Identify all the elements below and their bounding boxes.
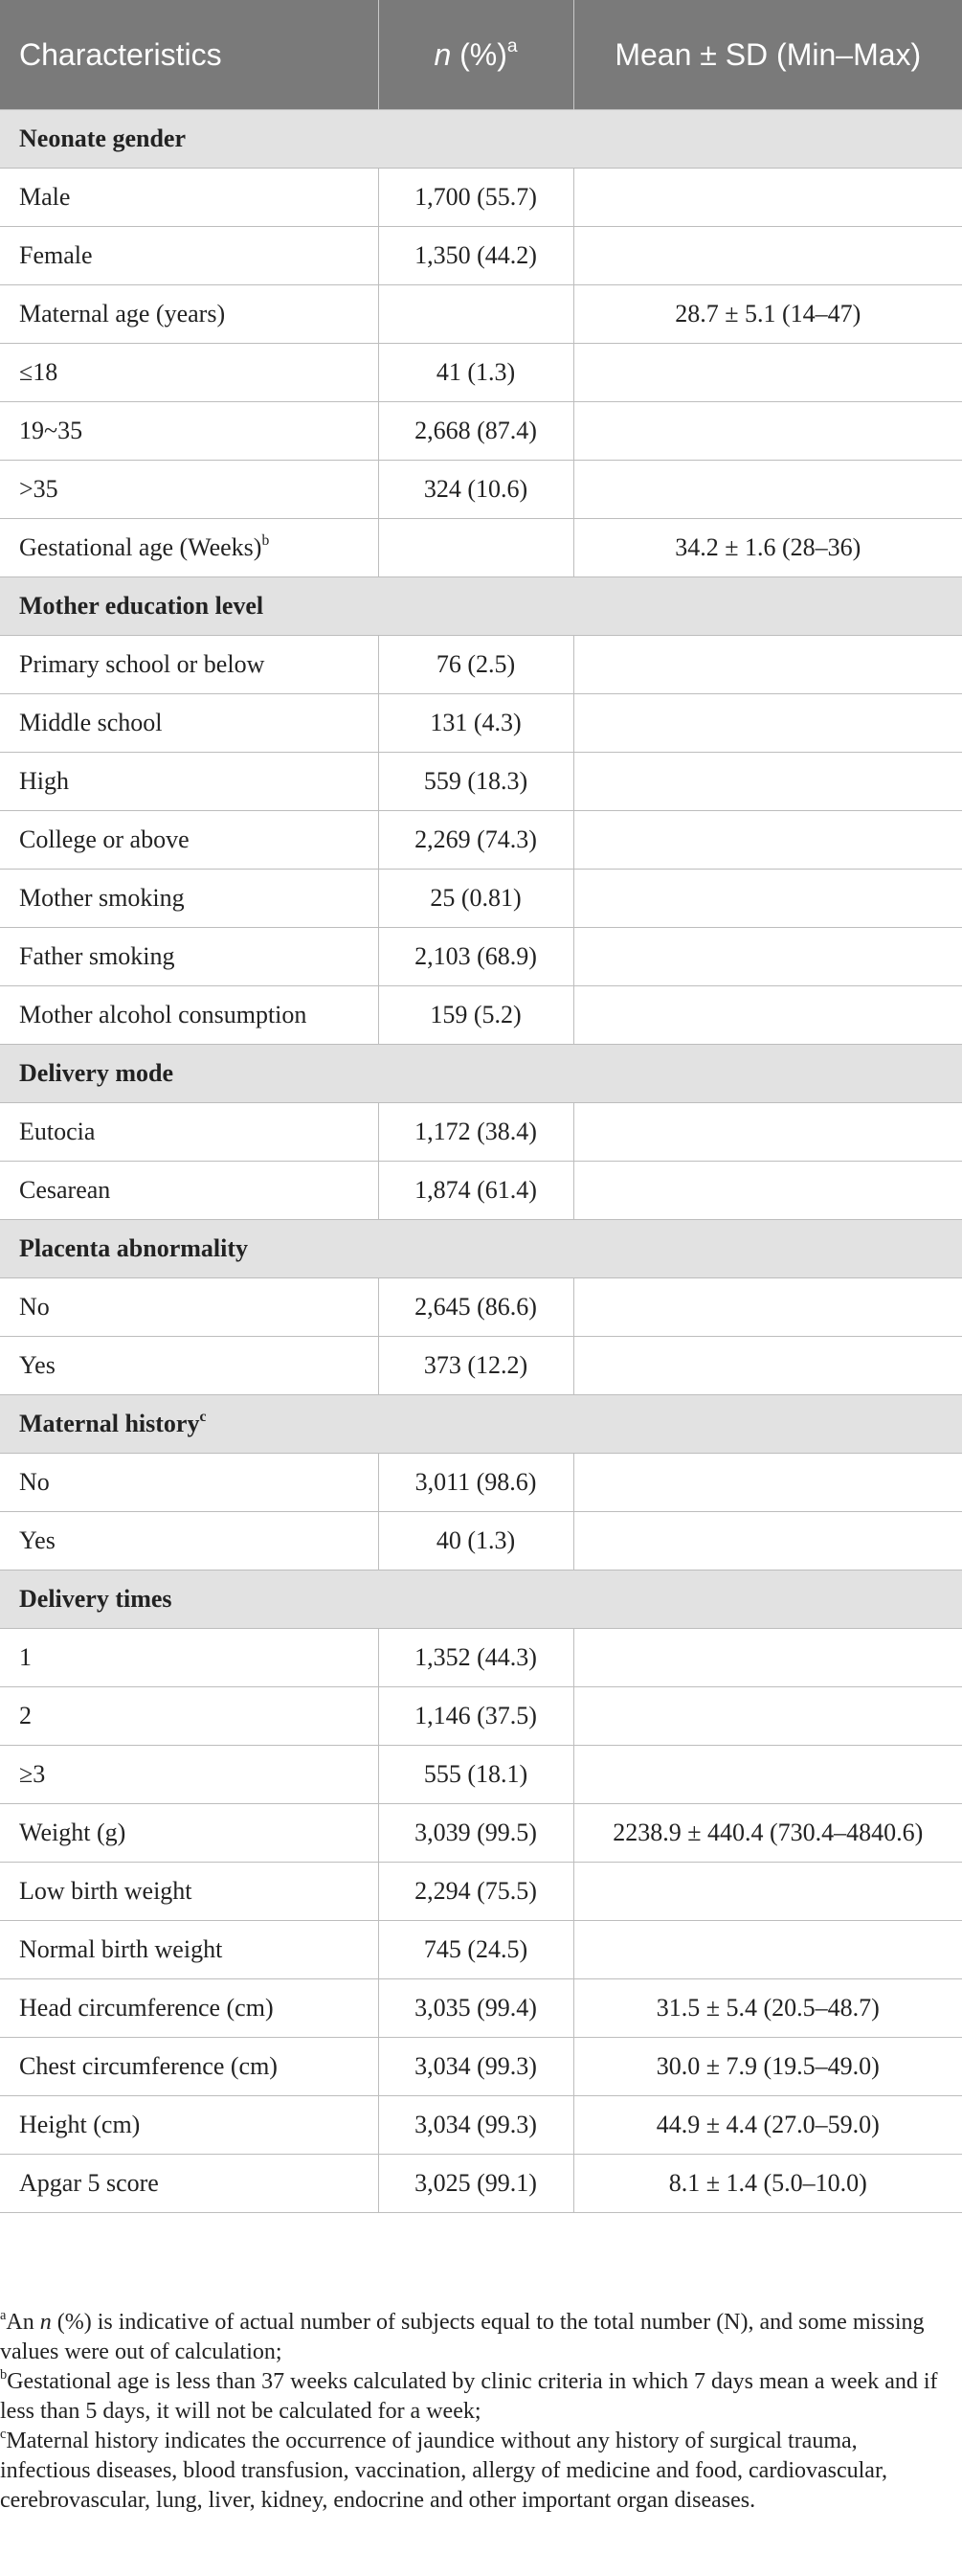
n-percent-cell: 3,039 (99.5): [378, 1804, 573, 1863]
table-row: [0, 694, 962, 753]
section-label: [0, 1220, 962, 1278]
characteristic-cell: [0, 1512, 378, 1570]
section-label-text: Delivery times: [19, 1585, 172, 1613]
characteristic-cell: [0, 519, 378, 577]
n-percent-cell: 1,350 (44.2): [378, 227, 573, 285]
table-row: [0, 1746, 962, 1804]
section-row: [0, 1570, 962, 1629]
n-percent-cell: 1,172 (38.4): [378, 1103, 573, 1162]
characteristic-cell: [0, 1629, 378, 1687]
table-row: [0, 519, 962, 577]
characteristic-text: Head circumference (cm): [19, 1994, 274, 2022]
characteristic-cell: [0, 2038, 378, 2096]
table-row: [0, 986, 962, 1045]
n-percent-cell: 131 (4.3): [378, 694, 573, 753]
characteristic-text: Yes: [19, 1351, 56, 1379]
characteristic-cell: [0, 1278, 378, 1337]
characteristic-text: Mother smoking: [19, 884, 185, 912]
table-row: [0, 1454, 962, 1512]
mean-sd-cell: [573, 1746, 962, 1804]
mean-sd-cell: [573, 1162, 962, 1220]
mean-sd-cell: [573, 461, 962, 519]
characteristic-text: Gestational age (Weeks): [19, 533, 262, 561]
characteristic-text: 2: [19, 1702, 32, 1729]
characteristic-cell: [0, 402, 378, 461]
section-label: [0, 1570, 962, 1629]
footnotes: [0, 2308, 943, 2516]
n-percent-cell: 3,034 (99.3): [378, 2096, 573, 2155]
characteristic-cell: [0, 2096, 378, 2155]
header-n-percent: [378, 0, 573, 110]
section-row: [0, 1045, 962, 1103]
footnote-a-post: (%) is indicative of actual number of subjects equal to the total number (N), and some missing values were out of calculation;: [0, 2310, 925, 2364]
characteristic-text: High: [19, 767, 69, 795]
characteristic-text: 19~35: [19, 417, 83, 444]
mean-sd-cell: [573, 1921, 962, 1979]
mean-sd-cell: [573, 1278, 962, 1337]
footnote-c: [0, 2427, 943, 2516]
table-row: [0, 285, 962, 344]
table-row: [0, 1979, 962, 2038]
characteristic-text: Eutocia: [19, 1118, 96, 1145]
section-label: [0, 577, 962, 636]
mean-sd-cell: 28.7 ± 5.1 (14–47): [573, 285, 962, 344]
table-row: [0, 928, 962, 986]
mean-sd-cell: [573, 402, 962, 461]
characteristic-cell: [0, 1804, 378, 1863]
n-percent-cell: 3,011 (98.6): [378, 1454, 573, 1512]
mean-sd-cell: [573, 227, 962, 285]
characteristic-text: >35: [19, 475, 58, 503]
section-label-text: Placenta abnormality: [19, 1234, 249, 1262]
table-row: [0, 1337, 962, 1395]
table-row: [0, 169, 962, 227]
characteristic-cell: [0, 1921, 378, 1979]
table-row: [0, 1804, 962, 1863]
section-row: [0, 110, 962, 169]
table-row: [0, 870, 962, 928]
characteristic-text: Cesarean: [19, 1176, 111, 1204]
mean-sd-cell: [573, 169, 962, 227]
n-percent-cell: 3,035 (99.4): [378, 1979, 573, 2038]
characteristic-cell: [0, 1337, 378, 1395]
n-percent-cell: 3,025 (99.1): [378, 2155, 573, 2213]
mean-sd-cell: [573, 1687, 962, 1746]
table-row: [0, 1921, 962, 1979]
characteristic-text: 1: [19, 1643, 32, 1671]
n-percent-cell: 555 (18.1): [378, 1746, 573, 1804]
section-label: [0, 110, 962, 169]
section-row: [0, 1395, 962, 1454]
n-percent-cell: 76 (2.5): [378, 636, 573, 694]
mean-sd-cell: 34.2 ± 1.6 (28–36): [573, 519, 962, 577]
characteristic-cell: [0, 986, 378, 1045]
characteristic-cell: [0, 2155, 378, 2213]
table-row: [0, 1687, 962, 1746]
mean-sd-cell: 31.5 ± 5.4 (20.5–48.7): [573, 1979, 962, 2038]
mean-sd-cell: [573, 811, 962, 870]
characteristic-cell: [0, 636, 378, 694]
characteristic-text: ≤18: [19, 358, 58, 386]
characteristic-cell: [0, 694, 378, 753]
footnote-a: [0, 2308, 943, 2367]
n-percent-cell: 1,352 (44.3): [378, 1629, 573, 1687]
mean-sd-cell: [573, 344, 962, 402]
n-percent-cell: [378, 519, 573, 577]
footnote-b-marker: b: [0, 2366, 8, 2383]
table-row: [0, 227, 962, 285]
mean-sd-cell: [573, 928, 962, 986]
characteristic-text: Male: [19, 183, 71, 211]
n-percent-cell: 324 (10.6): [378, 461, 573, 519]
table-row: [0, 2155, 962, 2213]
section-label-text: Neonate gender: [19, 124, 187, 152]
table-row: [0, 1629, 962, 1687]
mean-sd-cell: [573, 1337, 962, 1395]
characteristic-text: Normal birth weight: [19, 1935, 223, 1963]
n-percent-cell: 1,146 (37.5): [378, 1687, 573, 1746]
n-percent-cell: 25 (0.81): [378, 870, 573, 928]
mean-sd-cell: [573, 986, 962, 1045]
mean-sd-cell: [573, 694, 962, 753]
n-percent-cell: 373 (12.2): [378, 1337, 573, 1395]
table-row: [0, 1103, 962, 1162]
characteristic-footnote-marker: b: [261, 531, 270, 549]
mean-sd-cell: [573, 1512, 962, 1570]
n-percent-cell: 2,668 (87.4): [378, 402, 573, 461]
characteristic-cell: [0, 1979, 378, 2038]
n-percent-cell: [378, 285, 573, 344]
mean-sd-cell: [573, 753, 962, 811]
characteristic-cell: [0, 1103, 378, 1162]
footnote-c-text: Maternal history indicates the occurrence of jaundice without any history of surgical trauma, infectious diseases, blood transfusion, vaccination, allergy of medicine and food, cardiovascular, cerebrovascular, lung, liver, kidney, endocrine and other important organ diseases.: [0, 2429, 887, 2513]
table-row: [0, 1162, 962, 1220]
table-row: [0, 2096, 962, 2155]
characteristic-text: Primary school or below: [19, 650, 265, 678]
header-characteristics: Characteristics: [0, 0, 378, 110]
characteristic-cell: [0, 870, 378, 928]
section-label: [0, 1395, 962, 1454]
table-row: [0, 1512, 962, 1570]
n-percent-cell: 1,874 (61.4): [378, 1162, 573, 1220]
section-label: [0, 1045, 962, 1103]
footnote-b: [0, 2367, 943, 2427]
section-footnote-marker: c: [199, 1408, 207, 1425]
characteristic-text: Father smoking: [19, 942, 175, 970]
mean-sd-cell: [573, 1629, 962, 1687]
footnote-a-pre: An: [6, 2310, 40, 2335]
characteristic-cell: [0, 344, 378, 402]
characteristic-text: No: [19, 1468, 50, 1496]
characteristic-cell: [0, 1687, 378, 1746]
characteristic-cell: [0, 811, 378, 870]
n-percent-cell: 159 (5.2): [378, 986, 573, 1045]
n-percent-cell: 2,269 (74.3): [378, 811, 573, 870]
section-label-text: Mother education level: [19, 592, 264, 620]
header-percent: (%): [451, 37, 507, 72]
section-row: [0, 577, 962, 636]
footnote-a-italic: n: [39, 2310, 52, 2335]
table-row: [0, 344, 962, 402]
characteristic-cell: [0, 169, 378, 227]
table-row: [0, 753, 962, 811]
table-row: [0, 1278, 962, 1337]
characteristic-text: College or above: [19, 825, 190, 853]
footnote-b-text: Gestational age is less than 37 weeks calculated by clinic criteria in which 7 days mean a week and if less than 5 days, it will not be calculated for a week;: [0, 2369, 938, 2424]
table-row: [0, 2038, 962, 2096]
header-n-italic: n: [434, 37, 452, 72]
table-header: [0, 0, 962, 110]
characteristic-text: Low birth weight: [19, 1877, 192, 1905]
section-label-text: Delivery mode: [19, 1059, 174, 1087]
header-footnote-a: a: [506, 36, 518, 57]
mean-sd-cell: [573, 1454, 962, 1512]
characteristic-cell: [0, 1162, 378, 1220]
n-percent-cell: 2,103 (68.9): [378, 928, 573, 986]
table-row: [0, 402, 962, 461]
mean-sd-cell: 44.9 ± 4.4 (27.0–59.0): [573, 2096, 962, 2155]
characteristic-cell: [0, 753, 378, 811]
section-label-text: Maternal history: [19, 1410, 200, 1437]
mean-sd-cell: [573, 870, 962, 928]
mean-sd-cell: 2238.9 ± 440.4 (730.4–4840.6): [573, 1804, 962, 1863]
characteristic-text: Chest circumference (cm): [19, 2052, 278, 2080]
characteristic-text: Apgar 5 score: [19, 2169, 159, 2197]
table-row: [0, 461, 962, 519]
characteristic-text: Weight (g): [19, 1819, 126, 1846]
characteristic-cell: [0, 1746, 378, 1804]
n-percent-cell: 745 (24.5): [378, 1921, 573, 1979]
table-body: [0, 110, 962, 2213]
characteristic-cell: [0, 285, 378, 344]
characteristic-cell: [0, 1863, 378, 1921]
n-percent-cell: 2,645 (86.6): [378, 1278, 573, 1337]
header-mean-sd: Mean ± SD (Min–Max): [573, 0, 962, 110]
table-row: [0, 636, 962, 694]
characteristic-text: Height (cm): [19, 2111, 141, 2138]
n-percent-cell: 2,294 (75.5): [378, 1863, 573, 1921]
footnote-c-marker: c: [0, 2426, 7, 2442]
header-row: [0, 0, 962, 110]
characteristic-text: Maternal age (years): [19, 300, 226, 328]
characteristic-cell: [0, 1454, 378, 1512]
section-row: [0, 1220, 962, 1278]
characteristic-text: Middle school: [19, 709, 163, 736]
n-percent-cell: 40 (1.3): [378, 1512, 573, 1570]
mean-sd-cell: [573, 1863, 962, 1921]
table-row: [0, 811, 962, 870]
characteristic-text: Female: [19, 241, 93, 269]
characteristic-text: Mother alcohol consumption: [19, 1001, 307, 1028]
mean-sd-cell: 8.1 ± 1.4 (5.0–10.0): [573, 2155, 962, 2213]
footnote-a-marker: a: [0, 2307, 7, 2323]
characteristic-text: Yes: [19, 1526, 56, 1554]
characteristic-text: ≥3: [19, 1760, 46, 1788]
mean-sd-cell: [573, 636, 962, 694]
table-row: [0, 1863, 962, 1921]
characteristic-cell: [0, 928, 378, 986]
mean-sd-cell: [573, 1103, 962, 1162]
characteristic-text: No: [19, 1293, 50, 1321]
n-percent-cell: 41 (1.3): [378, 344, 573, 402]
characteristic-cell: [0, 227, 378, 285]
n-percent-cell: 559 (18.3): [378, 753, 573, 811]
n-percent-cell: 1,700 (55.7): [378, 169, 573, 227]
characteristic-cell: [0, 461, 378, 519]
n-percent-cell: 3,034 (99.3): [378, 2038, 573, 2096]
mean-sd-cell: 30.0 ± 7.9 (19.5–49.0): [573, 2038, 962, 2096]
